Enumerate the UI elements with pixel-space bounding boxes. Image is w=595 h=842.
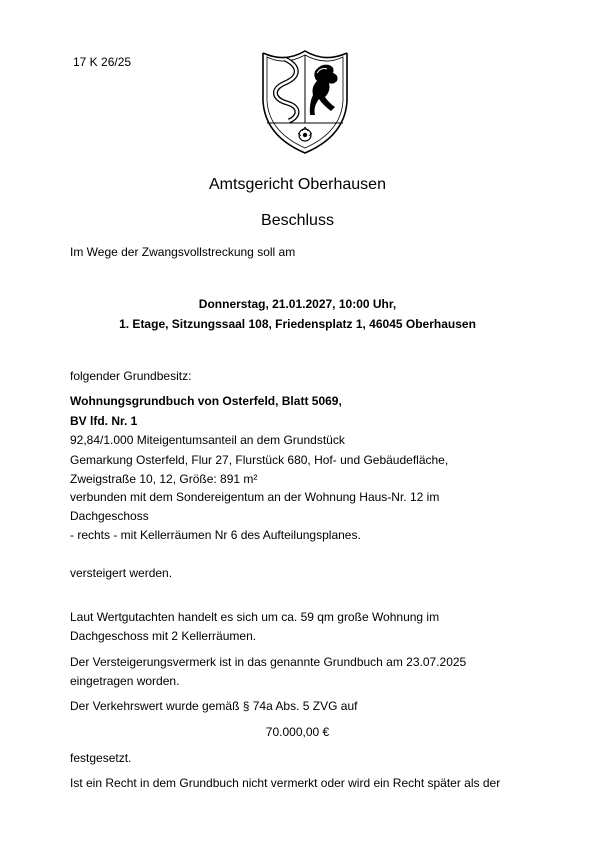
object-line: verbunden mit dem Sondereigentum an der Wohnung Haus-Nr. 12 im bbox=[70, 490, 440, 504]
closing-line: Ist ein Recht in dem Grundbuch nicht vermerkt oder wird ein Recht später als der bbox=[70, 776, 501, 790]
object-line: 92,84/1.000 Miteigentumsanteil an dem Grundstück bbox=[70, 433, 345, 447]
auction-statement: versteigert werden. bbox=[70, 566, 173, 580]
object-line: Zweigstraße 10, 12, Größe: 891 m² bbox=[70, 472, 258, 486]
land-register-line: Wohnungsgrundbuch von Osterfeld, Blatt 5069, bbox=[70, 394, 342, 408]
object-line: Gemarkung Osterfeld, Flur 27, Flurstück 680, Hof- und Gebäudefläche, bbox=[70, 453, 449, 467]
market-value-line: Der Verkehrswert wurde gemäß § 74a Abs. 5 ZVG auf bbox=[70, 699, 358, 713]
market-value-amount: 70.000,00 € bbox=[265, 725, 330, 739]
object-line: - rechts - mit Kellerräumen Nr 6 des Aufteilungsplanes. bbox=[70, 528, 361, 542]
object-line: Dachgeschoss bbox=[70, 509, 149, 523]
coat-of-arms-emblem bbox=[255, 41, 355, 156]
registration-note-line: eingetragen worden. bbox=[70, 674, 180, 688]
registration-note-line: Der Versteigerungsvermerk ist in das genannte Grundbuch am 23.07.2025 bbox=[70, 655, 467, 669]
case-number: 17 K 26/25 bbox=[73, 55, 132, 69]
fixed-statement: festgesetzt. bbox=[70, 751, 132, 765]
bv-line: BV lfd. Nr. 1 bbox=[70, 414, 138, 428]
document-heading: Beschluss bbox=[261, 212, 334, 229]
appraisal-line: Dachgeschoss mit 2 Kellerräumen. bbox=[70, 629, 257, 643]
intro-text: Im Wege der Zwangsvollstreckung soll am bbox=[70, 245, 296, 259]
court-name: Amtsgericht Oberhausen bbox=[209, 176, 386, 193]
auction-date: Donnerstag, 21.01.2027, 10:00 Uhr, bbox=[198, 297, 397, 311]
property-label: folgender Grundbesitz: bbox=[70, 369, 192, 383]
auction-location: 1. Etage, Sitzungssaal 108, Friedensplatz 1, 46045 Oberhausen bbox=[119, 317, 476, 331]
appraisal-line: Laut Wertgutachten handelt es sich um ca. 59 qm große Wohnung im bbox=[70, 610, 440, 624]
